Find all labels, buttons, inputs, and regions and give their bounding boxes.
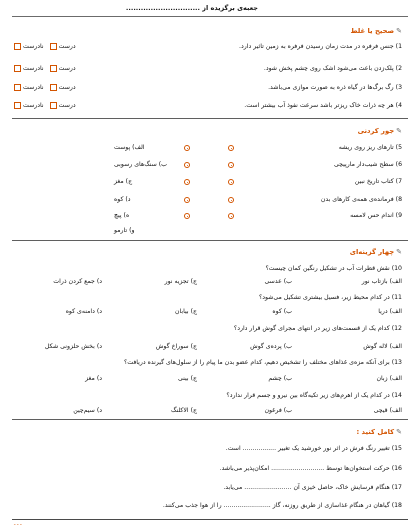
- section-title-true-false: ✎ صحیح یا غلط: [350, 27, 402, 36]
- divider: [12, 16, 408, 17]
- match-row: 6) سطح شیب‌دار مارپیچی ب) سنگ‌های رسوبی: [114, 161, 402, 168]
- checkbox[interactable]: [14, 43, 21, 50]
- tf-question: 2) پلک‌زدن باعث می‌شود اشک روی چشم پخش شود.: [263, 65, 402, 72]
- match-row: 9) اندام حس لامسه ه) پیچ: [114, 212, 402, 219]
- radio-dot[interactable]: [228, 162, 234, 168]
- mc-option[interactable]: د) جمع کردن ذرات: [53, 278, 102, 285]
- radio-dot[interactable]: [184, 145, 190, 151]
- mc-question: 11) در کدام محیط زیر، فسیل بیشتری تشکیل می‌شود؟: [258, 294, 402, 301]
- checkbox[interactable]: [50, 84, 57, 91]
- mc-option[interactable]: د) بخش حلزونی شکل: [44, 343, 102, 350]
- page-title: جعبه‌ی برگزیده از ..............................: [125, 4, 258, 12]
- mc-options: [14, 375, 402, 385]
- checkbox[interactable]: [50, 102, 57, 109]
- match-row: 5) تارهای ریز روی ریشه الف) پوست: [114, 144, 402, 151]
- divider: [12, 118, 408, 119]
- mc-options: [14, 278, 402, 288]
- mc-option[interactable]: ب) چشم: [268, 375, 292, 382]
- pencil-icon: ✎: [396, 248, 402, 256]
- mc-question: 12) کدام یک از قسمت‌های زیر در انتهای مجرای گوش قرار دارد؟: [233, 325, 402, 332]
- mc-question: 10) نقش قطرات آب در تشکیل رنگین کمان چیست؟: [265, 265, 402, 272]
- mc-option[interactable]: ب) فرغون: [264, 407, 292, 414]
- mc-option[interactable]: الف) لاله گوش: [363, 343, 402, 350]
- radio-dot[interactable]: [184, 213, 190, 219]
- mc-option[interactable]: ج) سوراخ گوش: [155, 343, 197, 350]
- mc-option[interactable]: ج) الاکلنگ: [170, 407, 197, 414]
- checkbox[interactable]: [50, 43, 57, 50]
- tf-correct-option[interactable]: درست: [50, 102, 76, 110]
- mc-options: [14, 308, 402, 318]
- pencil-icon: ✎: [396, 428, 402, 436]
- mc-option[interactable]: ج) بیابان: [174, 308, 197, 315]
- tf-correct-option[interactable]: درست: [50, 43, 76, 51]
- tf-row: [14, 102, 402, 113]
- mc-option[interactable]: ب) کوه: [272, 308, 292, 315]
- match-row: و) تارمو: [114, 227, 135, 234]
- radio-dot[interactable]: [228, 179, 234, 185]
- tf-wrong-option[interactable]: نادرست: [14, 65, 44, 73]
- tf-wrong-option[interactable]: نادرست: [14, 43, 44, 51]
- mc-question: 13) برای آنکه مزه‌ی غذاهای مختلف را تشخیص دهیم، کدام عضو بدن ما پیام را از سلول‌های گیرنده دریافت؟: [123, 359, 402, 366]
- checkbox[interactable]: [50, 65, 57, 72]
- section-title-multiple-choice: ✎ چهار گزینه‌ای: [349, 248, 402, 257]
- footer-mark: ـ ـ ـ: [14, 521, 22, 527]
- tf-question: 3) رگ برگ‌ها در گیاه ذره به صورت موازی می‌باشد.: [268, 84, 402, 91]
- tf-row: [14, 65, 402, 76]
- section-title-matching: ✎ جور کردنی: [357, 127, 402, 136]
- mc-option[interactable]: ج) بینی: [178, 375, 197, 382]
- tf-question: 4) هر چه ذرات خاک ریزتر باشد سرعت نفوذ آب بیشتر است.: [244, 102, 402, 109]
- mc-option[interactable]: الف) قیچی: [373, 407, 402, 414]
- mc-option[interactable]: ج) تجزیه نور: [164, 278, 197, 285]
- mc-options: [14, 407, 402, 417]
- divider: [12, 419, 408, 420]
- header: [12, 4, 408, 14]
- tf-wrong-option[interactable]: نادرست: [14, 102, 44, 110]
- radio-dot[interactable]: [184, 162, 190, 168]
- fill-question: 16) حرکت استخوان‌ها توسط ........................... امکان‌پذیر می‌باشد.: [219, 465, 402, 472]
- pencil-icon: ✎: [396, 127, 402, 135]
- mc-option[interactable]: الف) زبان: [376, 375, 402, 382]
- mc-options: [14, 343, 402, 353]
- radio-dot[interactable]: [184, 179, 190, 185]
- divider: [12, 240, 408, 241]
- mc-question: 14) در کدام یک از اهرم‌های زیر تکیه‌گاه بین نیرو و جسم قرار ندارد؟: [226, 392, 402, 399]
- radio-dot[interactable]: [184, 197, 190, 203]
- tf-row: [14, 43, 402, 54]
- tf-correct-option[interactable]: درست: [50, 65, 76, 73]
- tf-correct-option[interactable]: درست: [50, 84, 76, 92]
- mc-option[interactable]: الف) دریا: [378, 308, 402, 315]
- checkbox[interactable]: [14, 84, 21, 91]
- section-title-fill-blank: ✎ کامل کنید :: [356, 428, 402, 437]
- radio-dot[interactable]: [228, 213, 234, 219]
- match-row: 7) کتاب تاریخ نبین ج) مغز: [114, 178, 402, 185]
- radio-dot[interactable]: [228, 145, 234, 151]
- tf-row: [14, 84, 402, 95]
- mc-option[interactable]: د) دامنه‌ی کوه: [65, 308, 102, 315]
- tf-question: 1) جنس فرفره در مدت زمان رسیدن فرفره به زمین تاثیر دارد.: [239, 43, 402, 50]
- match-row: 8) فرمانده‌ی همه‌ی کارهای بدن د) کوه: [114, 196, 402, 203]
- pencil-icon: ✎: [396, 27, 402, 35]
- mc-option[interactable]: د) مغز: [85, 375, 102, 382]
- fill-question: 15) تغییر رنگ فرش در اثر نور خورشید یک تغییر ................. است.: [225, 445, 402, 452]
- mc-option[interactable]: ب) عدسی: [264, 278, 292, 285]
- checkbox[interactable]: [14, 65, 21, 72]
- tf-wrong-option[interactable]: نادرست: [14, 84, 44, 92]
- fill-question: 18) گیاهان در هنگام غذاسازی از طریق روزنه، گاز ........................ را از هوا جذب می‌کنند.: [162, 502, 402, 509]
- mc-option[interactable]: الف) بازتاب نور: [361, 278, 402, 285]
- radio-dot[interactable]: [228, 197, 234, 203]
- mc-option[interactable]: د) سیم‌چین: [73, 407, 102, 414]
- mc-option[interactable]: ب) پرده‌ی گوش: [250, 343, 292, 350]
- checkbox[interactable]: [14, 102, 21, 109]
- fill-question: 17) هنگام فرسایش خاک، حاصل خیزی آن ........................ می‌یابد.: [223, 484, 402, 491]
- divider: [12, 519, 408, 520]
